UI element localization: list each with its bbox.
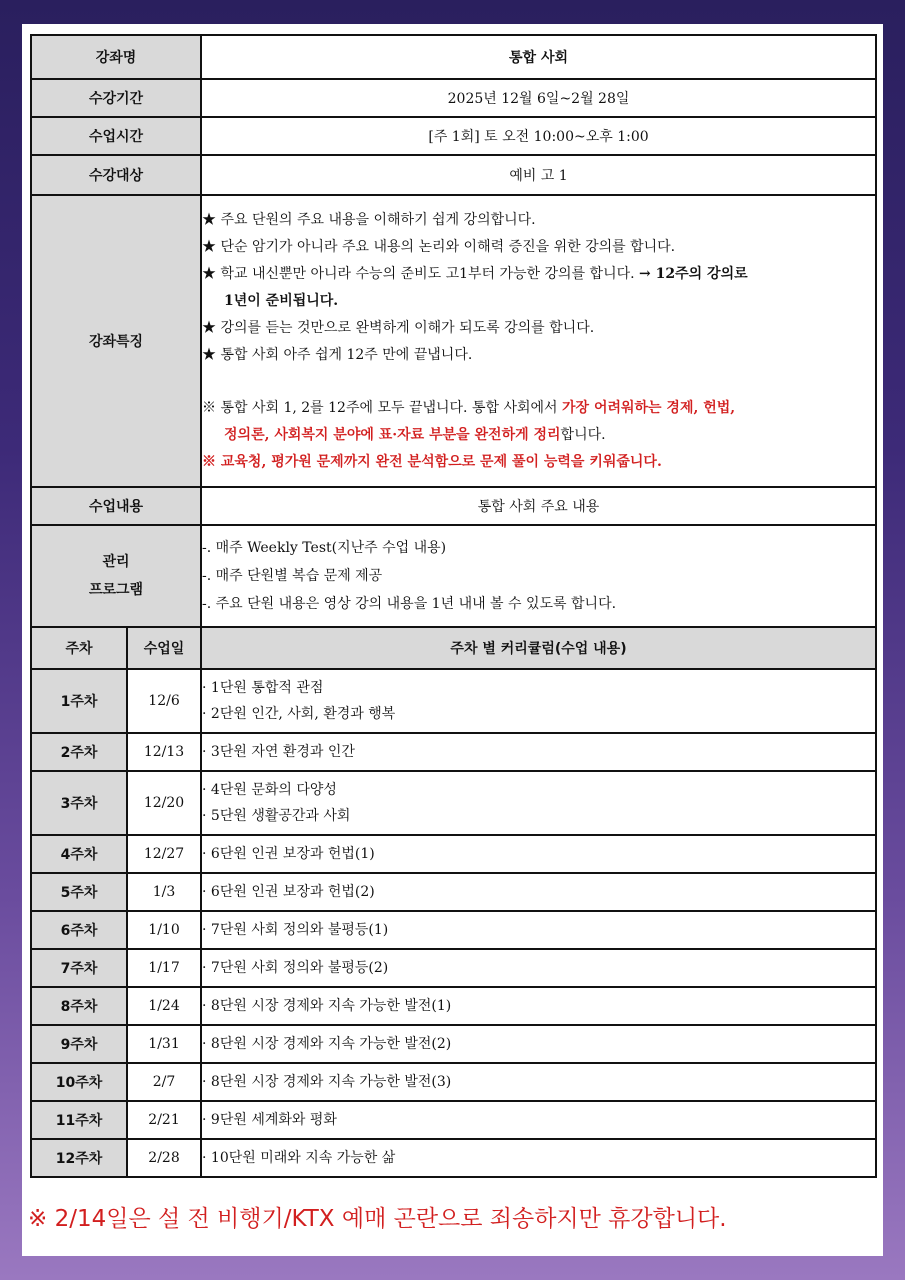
course-name-row bbox=[31, 35, 876, 79]
feature-spacer bbox=[202, 369, 875, 395]
management-item: -. 주요 단원 내용은 영상 강의 내용을 1년 내내 볼 수 있도록 합니다. bbox=[202, 596, 617, 612]
feature-line: ★ 단순 암기가 아니라 주요 내용의 논리와 이해력 증진을 위한 강의를 합니다. bbox=[202, 238, 676, 255]
curriculum-header-row bbox=[31, 627, 876, 669]
management-label-line: 프로그램 bbox=[88, 582, 144, 598]
time-label: 수업시간 bbox=[31, 117, 201, 155]
curriculum-content-cell bbox=[201, 1025, 876, 1063]
curriculum-row bbox=[31, 669, 876, 733]
management-label bbox=[31, 525, 201, 627]
curriculum-item: · 5단원 생활공간과 사회 bbox=[202, 808, 351, 824]
content-row bbox=[31, 487, 876, 525]
curriculum-content-cell bbox=[201, 669, 876, 733]
curriculum-content-cell bbox=[201, 911, 876, 949]
feature-note-line bbox=[202, 422, 875, 449]
course-table bbox=[30, 34, 877, 1178]
curriculum-column-header: 주차 별 커리큘럼(수업 내용) bbox=[201, 627, 876, 669]
feature-note-text: ※ 통합 사회 1, 2를 12주에 모두 끝냅니다. 통합 사회에서 bbox=[202, 399, 563, 416]
feature-highlight: 1년이 준비됩니다. bbox=[224, 292, 339, 309]
curriculum-content-cell bbox=[201, 873, 876, 911]
feature-note-line bbox=[202, 395, 875, 422]
management-label-line: 관리 bbox=[102, 554, 130, 570]
closure-notice: ※ 2/14일은 설 전 비행기/KTX 예매 곤란으로 죄송하지만 휴강합니다. bbox=[28, 1206, 727, 1232]
curriculum-item: · 10단원 미래와 지속 가능한 삶 bbox=[202, 1150, 396, 1166]
date-cell: 12/6 bbox=[127, 669, 201, 733]
curriculum-content-cell bbox=[201, 771, 876, 835]
week-cell: 2주차 bbox=[31, 733, 127, 771]
period-label: 수강기간 bbox=[31, 79, 201, 117]
curriculum-row bbox=[31, 1025, 876, 1063]
target-row bbox=[31, 155, 876, 195]
date-cell: 12/13 bbox=[127, 733, 201, 771]
curriculum-item: · 7단원 사회 정의와 불평등(1) bbox=[202, 922, 389, 938]
date-cell: 2/28 bbox=[127, 1139, 201, 1177]
period-value: 2025년 12월 6일~2월 28일 bbox=[201, 79, 876, 117]
curriculum-row bbox=[31, 835, 876, 873]
week-cell: 5주차 bbox=[31, 873, 127, 911]
content-label: 수업내용 bbox=[31, 487, 201, 525]
curriculum-row bbox=[31, 1101, 876, 1139]
week-cell: 9주차 bbox=[31, 1025, 127, 1063]
features-cell bbox=[201, 195, 876, 487]
course-name-value: 통합 사회 bbox=[201, 35, 876, 79]
curriculum-row bbox=[31, 1063, 876, 1101]
curriculum-content-cell bbox=[201, 949, 876, 987]
curriculum-item: · 1단원 통합적 관점 bbox=[202, 680, 324, 696]
date-cell: 2/21 bbox=[127, 1101, 201, 1139]
date-cell: 1/17 bbox=[127, 949, 201, 987]
curriculum-row bbox=[31, 733, 876, 771]
target-label: 수강대상 bbox=[31, 155, 201, 195]
curriculum-item: · 3단원 자연 환경과 인간 bbox=[202, 744, 355, 760]
curriculum-content-cell bbox=[201, 987, 876, 1025]
curriculum-item: · 6단원 인권 보장과 헌법(2) bbox=[202, 884, 375, 900]
curriculum-item: · 7단원 사회 정의와 불평등(2) bbox=[202, 960, 389, 976]
period-row bbox=[31, 79, 876, 117]
time-value: [주 1회] 토 오전 10:00~오후 1:00 bbox=[201, 117, 876, 155]
curriculum-item: · 8단원 시장 경제와 지속 가능한 발전(1) bbox=[202, 998, 452, 1014]
week-cell: 11주차 bbox=[31, 1101, 127, 1139]
feature-note-text: 합니다. bbox=[560, 426, 606, 443]
management-item: -. 매주 단원별 복습 문제 제공 bbox=[202, 568, 383, 584]
feature-highlight: → 12주의 강의로 bbox=[639, 265, 748, 282]
curriculum-content-cell bbox=[201, 835, 876, 873]
feature-line: ★ 강의를 듣는 것만으로 완벽하게 이해가 되도록 강의를 합니다. bbox=[202, 319, 595, 336]
date-cell: 1/24 bbox=[127, 987, 201, 1025]
curriculum-content-cell bbox=[201, 1139, 876, 1177]
week-cell: 7주차 bbox=[31, 949, 127, 987]
course-name-label: 강좌명 bbox=[31, 35, 201, 79]
feature-note-emphasis: 정의론, 사회복지 분야에 표·자료 부분을 완전하게 정리 bbox=[224, 426, 561, 443]
course-sheet bbox=[22, 24, 883, 1256]
week-column-header: 주차 bbox=[31, 627, 127, 669]
week-cell: 4주차 bbox=[31, 835, 127, 873]
feature-note-emphasis: 가장 어려워하는 경제, 헌법, bbox=[562, 399, 736, 416]
week-cell: 10주차 bbox=[31, 1063, 127, 1101]
date-cell: 12/20 bbox=[127, 771, 201, 835]
feature-line: ★ 통합 사회 아주 쉽게 12주 만에 끝냅니다. bbox=[202, 346, 473, 363]
features-row bbox=[31, 195, 876, 487]
date-cell: 1/3 bbox=[127, 873, 201, 911]
date-cell: 1/31 bbox=[127, 1025, 201, 1063]
feature-line bbox=[202, 261, 875, 288]
management-item: -. 매주 Weekly Test(지난주 수업 내용) bbox=[202, 540, 447, 556]
week-cell: 12주차 bbox=[31, 1139, 127, 1177]
feature-text: ★ 학교 내신뿐만 아니라 수능의 준비도 고1부터 가능한 강의를 합니다. bbox=[202, 265, 640, 282]
curriculum-row bbox=[31, 911, 876, 949]
week-cell: 1주차 bbox=[31, 669, 127, 733]
features-label: 강좌특징 bbox=[31, 195, 201, 487]
curriculum-item: · 9단원 세계화와 평화 bbox=[202, 1112, 337, 1128]
curriculum-row bbox=[31, 949, 876, 987]
curriculum-item: · 6단원 인권 보장과 헌법(1) bbox=[202, 846, 375, 862]
date-cell: 1/10 bbox=[127, 911, 201, 949]
content-value: 통합 사회 주요 내용 bbox=[201, 487, 876, 525]
curriculum-row bbox=[31, 771, 876, 835]
week-cell: 6주차 bbox=[31, 911, 127, 949]
date-cell: 12/27 bbox=[127, 835, 201, 873]
curriculum-item: · 8단원 시장 경제와 지속 가능한 발전(3) bbox=[202, 1074, 452, 1090]
week-cell: 8주차 bbox=[31, 987, 127, 1025]
curriculum-body bbox=[31, 669, 876, 1177]
curriculum-row bbox=[31, 1139, 876, 1177]
curriculum-content-cell bbox=[201, 1101, 876, 1139]
date-column-header: 수업일 bbox=[127, 627, 201, 669]
curriculum-item: · 4단원 문화의 다양성 bbox=[202, 782, 337, 798]
management-cell bbox=[201, 525, 876, 627]
curriculum-row bbox=[31, 987, 876, 1025]
time-row bbox=[31, 117, 876, 155]
curriculum-content-cell bbox=[201, 733, 876, 771]
target-value: 예비 고 1 bbox=[201, 155, 876, 195]
curriculum-content-cell bbox=[201, 1063, 876, 1101]
feature-note-emphasis: ※ 교육청, 평가원 문제까지 완전 분석함으로 문제 풀이 능력을 키워줍니다. bbox=[202, 453, 662, 470]
curriculum-row bbox=[31, 873, 876, 911]
date-cell: 2/7 bbox=[127, 1063, 201, 1101]
feature-line: ★ 주요 단원의 주요 내용을 이해하기 쉽게 강의합니다. bbox=[202, 211, 536, 228]
curriculum-item: · 2단원 인간, 사회, 환경과 행복 bbox=[202, 706, 396, 722]
curriculum-item: · 8단원 시장 경제와 지속 가능한 발전(2) bbox=[202, 1036, 452, 1052]
week-cell: 3주차 bbox=[31, 771, 127, 835]
management-row bbox=[31, 525, 876, 627]
